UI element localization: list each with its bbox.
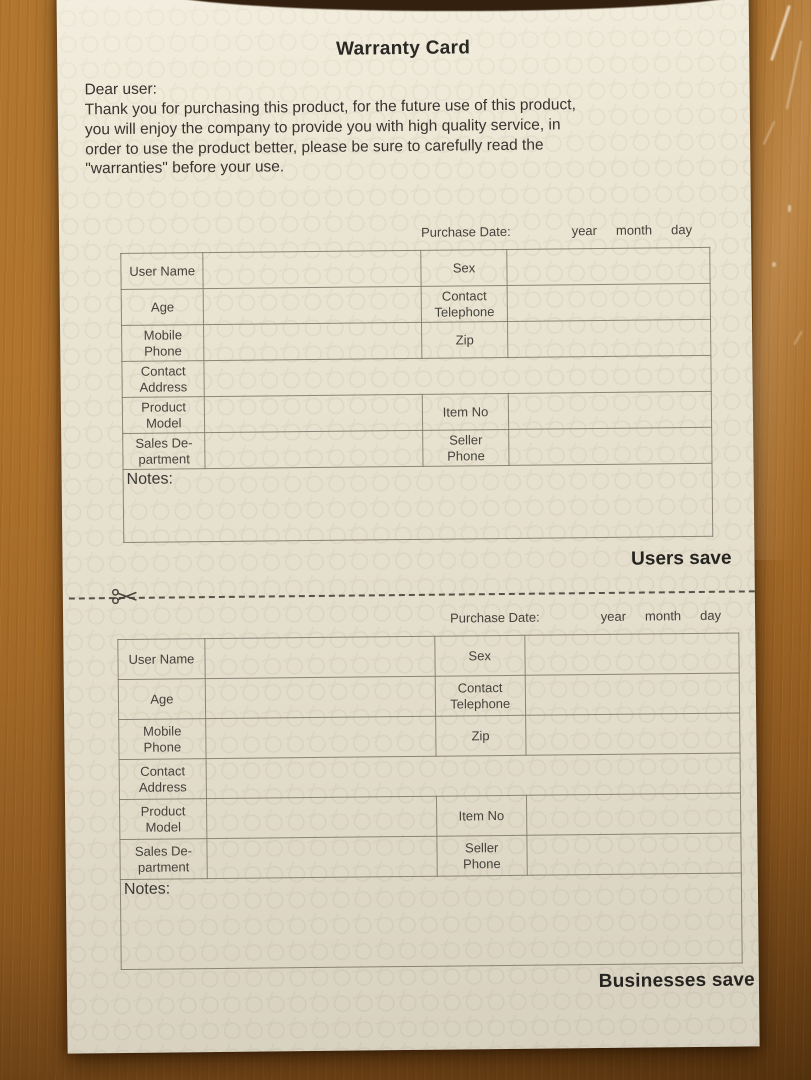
field-value-sex [525, 633, 740, 675]
field-label-product-model: Product Model [119, 799, 206, 840]
table-row [121, 247, 710, 289]
field-label-contact-telephone: Contact Telephone [422, 285, 508, 322]
field-value-item-no [508, 391, 712, 429]
field-value-age [205, 676, 435, 718]
field-label-contact-telephone: Contact Telephone [435, 675, 525, 716]
field-label-sales-department: Sales De- partment [123, 433, 206, 470]
field-value-contact-telephone [525, 673, 740, 715]
field-value-zip [525, 713, 740, 755]
table-row [120, 873, 742, 969]
table-row [118, 633, 739, 680]
section-user-copy [120, 222, 732, 576]
field-value-user-name [203, 250, 421, 288]
unit-month: month [644, 608, 682, 624]
field-label-sex: Sex [421, 249, 507, 286]
intro-block [84, 73, 733, 180]
intro-paragraph: Thank you for purchasing this product, for the future use of this product, you will enjoy the company to provide you with high quality service, in order to use the product better, please be sure to carefully read the "warranties" before your use. [84, 96, 576, 178]
field-value-sales-department [205, 430, 423, 468]
purchase-date-label: Purchase Date: [420, 223, 511, 240]
field-value-sales-department [207, 836, 437, 878]
page-title: Warranty Card [335, 37, 471, 60]
field-value-age [204, 286, 422, 324]
field-label-seller-phone: Seller Phone [437, 835, 527, 876]
glare-speck [772, 262, 776, 267]
field-value-product-model [205, 394, 423, 432]
field-label-item-no: Item No [436, 795, 526, 836]
table-row [120, 833, 741, 880]
field-value-seller-phone [527, 833, 742, 875]
field-value-sex [507, 247, 711, 285]
field-label-mobile-phone: Mobile Phone [119, 719, 206, 760]
field-label-age: Age [121, 289, 204, 326]
field-label-user-name: User Name [118, 639, 205, 680]
greeting-text: Dear user: [84, 80, 158, 99]
table-row [123, 427, 712, 469]
field-value-contact-address [206, 753, 740, 799]
field-label-mobile-phone: Mobile Phone [122, 325, 205, 362]
field-label-sex: Sex [434, 635, 524, 676]
purchase-date-label: Purchase Date: [450, 609, 540, 626]
field-value-item-no [526, 793, 741, 835]
warranty-form-table-user [120, 247, 713, 543]
glare-speck [788, 205, 791, 212]
unit-day: day [671, 222, 693, 238]
field-label-contact-address: Contact Address [119, 759, 206, 800]
field-label-product-model: Product Model [122, 397, 205, 434]
table-row [123, 463, 713, 542]
field-label-zip: Zip [422, 321, 508, 358]
field-value-zip [507, 319, 711, 357]
field-value-contact-address [204, 355, 711, 396]
notes-cell: Notes: [123, 463, 713, 542]
users-save-footer: Users save [631, 547, 732, 570]
field-label-seller-phone: Seller Phone [423, 429, 509, 466]
plastic-sheen [753, 0, 811, 560]
table-row [119, 713, 740, 760]
table-row [119, 793, 740, 840]
field-label-age: Age [118, 679, 205, 720]
field-label-zip: Zip [435, 715, 525, 756]
field-value-seller-phone [508, 427, 712, 465]
table-row [119, 753, 740, 800]
warranty-form-table-business [117, 633, 742, 970]
unit-day: day [700, 607, 722, 623]
field-label-user-name: User Name [121, 253, 204, 290]
field-label-sales-department: Sales De- partment [120, 839, 207, 880]
unit-year: year [571, 223, 598, 239]
field-label-item-no: Item No [423, 393, 509, 430]
unit-year: year [600, 608, 627, 624]
table-row [122, 391, 711, 433]
scissors-icon [111, 588, 138, 605]
businesses-save-footer: Businesses save [598, 969, 756, 993]
cut-line [69, 590, 755, 599]
field-label-contact-address: Contact Address [122, 361, 205, 398]
warranty-card-paper [56, 0, 759, 1054]
field-value-product-model [206, 796, 436, 838]
notes-cell: Notes: [120, 873, 742, 969]
field-value-contact-telephone [507, 283, 711, 321]
unit-month: month [615, 222, 653, 238]
field-value-mobile-phone [204, 322, 422, 360]
table-row [122, 319, 711, 361]
table-row [121, 283, 710, 325]
field-value-user-name [205, 636, 435, 678]
section-business-copy [117, 607, 756, 998]
field-value-mobile-phone [206, 716, 436, 758]
table-row [122, 355, 711, 397]
table-row [118, 673, 739, 720]
